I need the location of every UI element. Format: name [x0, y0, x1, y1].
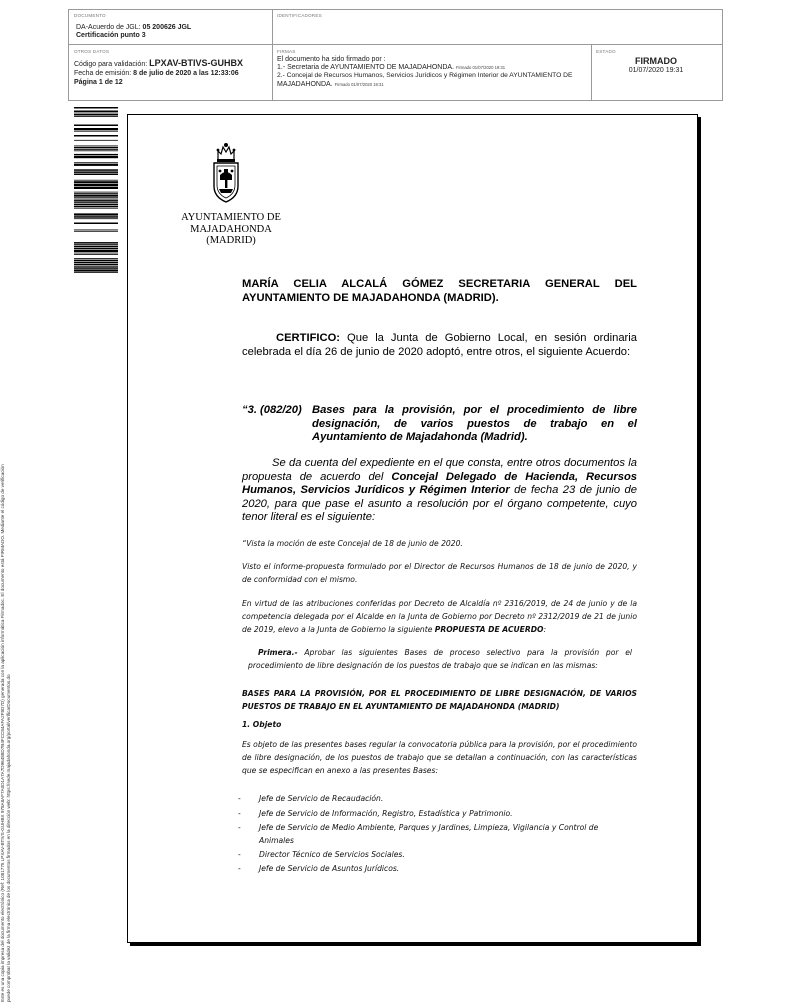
vista-mocion: “Vista la moción de este Concejal de 18 de junio de 2020. — [242, 539, 463, 548]
documento-label: DOCUMENTO — [74, 13, 106, 18]
estado-label: ESTADO — [596, 49, 616, 54]
barcode-bar — [74, 154, 118, 156]
header-divider-h — [68, 44, 723, 45]
visto-informe: Visto el informe-propuesta formulado por el Director de Recursos Humanos de 18 de junio de 2020, y de conformidad con el mismo. — [242, 562, 637, 584]
estado-date: 01/07/2020 19:31 — [628, 67, 684, 74]
barcode-bar — [74, 164, 118, 166]
barcode-bar — [74, 244, 118, 245]
barcode-bar — [74, 246, 118, 248]
barcode-bar — [74, 223, 118, 225]
identificadores-label: IDENTIFICADORES — [277, 13, 322, 18]
barcode-bar — [74, 135, 118, 137]
pagina-indicator: Página 1 de 12 — [74, 79, 123, 86]
fecha-emision: Fecha de emisión: 8 de julio de 2020 a las 12:33:06 — [74, 70, 239, 77]
barcode-bar — [74, 264, 118, 266]
objeto-heading: 1. Objeto — [242, 720, 282, 729]
document-title: MARÍA CELIA ALCALÁ GÓMEZ SECRETARIA GENERAL DEL AYUNTAMIENTO DE MAJADAHONDA (MADRID). — [242, 278, 637, 304]
firma-2a: 2.- Concejal de Recursos Humanos, Servicios Jurídicos y Régimen Interior de AYUNTAMIENTO DE — [277, 72, 573, 79]
barcode-bar — [74, 113, 118, 114]
header-divider-v1 — [272, 9, 273, 101]
objeto-paragraph: Es objeto de las presentes bases regular la convocatoria pública para la provisión, por el procedimiento de libre designación, de los puestos de trabajo que se detallan a continuación, con las características que se especifican en anexo a las presentes Bases: — [242, 740, 637, 775]
firma-2b: MAJADAHONDA. Firmado 01/07/2020 19:31 — [277, 81, 384, 88]
barcode-bar — [74, 107, 118, 109]
barcode-bar — [74, 218, 118, 219]
barcode-bar — [74, 231, 118, 232]
documento-line2: Certificación punto 3 — [76, 32, 146, 39]
barcode-bar — [74, 193, 118, 194]
barcode-bar — [74, 197, 118, 198]
barcode-bar — [74, 156, 118, 158]
barcode-bar — [74, 267, 118, 269]
barcode-bar — [74, 216, 118, 218]
firmas-intro: El documento ha sido firmado por : — [277, 56, 386, 63]
atribuciones-paragraph: En virtud de las atribuciones conferidas por Decreto de Alcaldía nº 2316/2019, de 24 de junio y de la competencia delegada por el Alcalde en la Junta de Gobierno por Decreto nº 2312/2019 de 21 de junio de 2019, elevo a la Junta de Gobierno la siguiente PROPUESTA DE ACUERDO: — [242, 599, 637, 634]
otros-datos-label: OTROS DATOS — [74, 49, 110, 54]
list-item: - Jefe de Servicio de Asuntos Jurídicos. — [238, 864, 400, 873]
barcode-bar — [74, 266, 118, 267]
barcode-bar — [74, 208, 118, 209]
list-item: - Jefe de Servicio de Recaudación. — [238, 794, 384, 803]
barcode-bar — [74, 114, 118, 116]
barcode-bar — [74, 206, 118, 208]
barcode-bar — [74, 162, 118, 163]
barcode-bar — [74, 187, 118, 189]
barcode-bar — [74, 202, 118, 203]
barcode — [74, 107, 118, 273]
list-item: - Jefe de Servicio de Información, Registro, Estadística y Patrimonio. — [238, 809, 513, 818]
barcode-bar — [74, 195, 118, 197]
barcode-bar — [74, 150, 118, 151]
certifico-paragraph: CERTIFICO: Que la Junta de Gobierno Local, en sesión ordinaria celebrada el día 26 de junio de 2020 adoptó, entre otros, el siguiente Acuerdo: — [242, 332, 637, 358]
barcode-bar — [74, 169, 118, 171]
barcode-bar — [74, 248, 118, 250]
barcode-bar — [74, 258, 118, 259]
barcode-bar — [74, 131, 118, 132]
header-divider-v2 — [591, 44, 592, 101]
barcode-bar — [74, 250, 118, 252]
primera-paragraph: Primera.- Aprobar las siguientes Bases de proceso selectivo para la provisión por el procedimiento de libre designación de los puestos de trabajo que se indican en las mismas: — [248, 648, 632, 670]
barcode-bar — [74, 230, 118, 231]
header-table — [68, 9, 723, 101]
barcode-bar — [74, 260, 118, 262]
barcode-bar — [74, 213, 118, 215]
barcode-bar — [74, 128, 118, 130]
barcode-bar — [74, 204, 118, 206]
barcode-bar — [74, 272, 118, 273]
barcode-bar — [74, 254, 118, 255]
firmas-label: FIRMAS — [277, 49, 296, 54]
verification-side-text: Este es una copia impresa del documento electrónico (Ref: 1081775 LPXAV-BTIVS-GUHBX 978A8AF7A0D1A7A7D96488D7B4FCC84AFA2F8D7D) generada con la aplicación informática Firmadoc. El documento está FIRMADO. Mediante el código de verificación puede comprobar la validez de la firma electrónica de los documentos firmados en la dirección web: https://sede.majadahonda.org/portal/verificarDocumentos.do — [0, 464, 11, 1002]
list-item: - Director Técnico de Servicios Sociales. — [238, 850, 405, 859]
barcode-bar — [74, 140, 118, 141]
barcode-bar — [74, 174, 118, 176]
codigo-validacion: Código para validación: LPXAV-BTIVS-GUHBX — [74, 58, 243, 68]
barcode-bar — [74, 184, 118, 186]
barcode-bar — [74, 253, 118, 254]
municipality-name: AYUNTAMIENTO DE MAJADAHONDA (MADRID) — [181, 212, 281, 246]
bases-title: BASES PARA LA PROVISIÓN, POR EL PROCEDIMIENTO DE LIBRE DESIGNACIÓN, DE VARIOS PUESTOS DE TRABAJO EN EL AYUNTAMIENTO DE MAJADAHONDA (MADRID) — [242, 689, 637, 711]
barcode-bar — [74, 111, 118, 113]
barcode-bar — [74, 116, 118, 117]
barcode-bar — [74, 180, 118, 181]
expediente-paragraph: Se da cuenta del expediente en el que consta, entre otros documentos la propuesta de acuerdo del Concejal Delegado de Hacienda, Recursos Humanos, Servicios Jurídicos y Régimen Interior de fecha 23 de junio de 2020, para que pase el asunto a resolución por el órgano competente, cuyo tenor literal es el siguiente: — [242, 457, 638, 523]
barcode-bar — [74, 149, 118, 150]
barcode-bar — [74, 269, 118, 271]
barcode-bar — [74, 262, 118, 264]
barcode-bar — [74, 192, 118, 193]
estado-value: FIRMADO — [635, 56, 677, 66]
barcode-bar — [74, 171, 118, 173]
firma-1: 1.- Secretaria de AYUNTAMIENTO DE MAJADAHONDA. Firmado 01/07/2020 19:31 — [277, 64, 506, 71]
coat-of-arms-icon — [209, 142, 243, 206]
barcode-bar — [74, 147, 118, 149]
barcode-bar — [74, 242, 118, 244]
documento-line1: DA-Acuerdo de JGL: 05 200626 JGL — [76, 24, 192, 31]
barcode-bar — [74, 199, 118, 200]
agenda-item-number: “3. (082/20) — [242, 404, 302, 416]
barcode-bar — [74, 181, 118, 183]
barcode-bar — [74, 125, 118, 127]
list-item-continuation: Animales — [259, 836, 294, 845]
barcode-bar — [74, 200, 118, 202]
list-item: - Jefe de Servicio de Medio Ambiente, Parques y Jardines, Limpieza, Vigilancia y Control de — [238, 823, 599, 832]
agenda-item-title: Bases para la provisión, por el procedimiento de libre designación, de varios puestos de trabajo en el Ayuntamiento de Majadahonda (Madrid). — [312, 404, 637, 443]
barcode-bar — [74, 146, 118, 147]
